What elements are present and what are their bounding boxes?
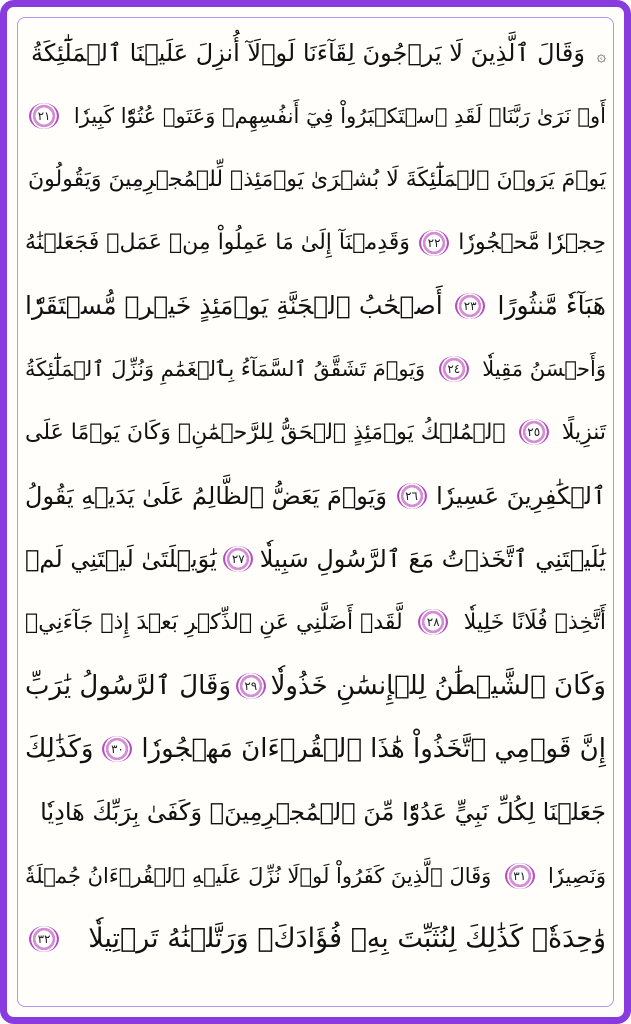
text-line-7 [25, 401, 606, 464]
line-text: أَصۡحَٰبُ ٱلۡجَنَّةِ يَوۡمَئِذٍ خَيۡرٞ مُّسۡتَقَرّٗا [25, 291, 443, 321]
text-line-15 [25, 907, 606, 970]
line-text: وَأَحۡسَنُ مَقِيلٗا [482, 357, 606, 382]
verse-end-marker-icon: ٣٠ [102, 736, 132, 762]
line-text: هَبَآءٗ مَّنثُورًا [497, 291, 606, 321]
line-text: يَٰوَيۡلَتَىٰ لَيۡتَنِي لَمۡ [25, 545, 217, 574]
line-text: يَٰلَيۡتَنِي ٱتَّخَذۡتُ مَعَ ٱلرَّسُولِ سَبِيلٗا [259, 545, 606, 574]
verse-end-marker-icon: ٢٥ [519, 419, 549, 445]
verse-end-marker-icon: ٣١ [505, 863, 535, 889]
text-line-2 [25, 84, 606, 147]
line-text: حِجۡرٗا مَّحۡجُورٗا [458, 230, 606, 256]
verse-end-marker-icon: ٢٦ [397, 483, 427, 509]
line-text: ٱلۡمُلۡكُ يَوۡمَئِذٍ ٱلۡحَقُّ لِلرَّحۡمَٰنِۚ وَكَانَ يَوۡمًا عَلَى [25, 419, 506, 445]
line-text: إِنَّ قَوۡمِي ٱتَّخَذُواْ هَٰذَا ٱلۡقُرۡءَانَ مَهۡجُورٗا [141, 733, 606, 764]
line-text: وَقَالَ ٱلَّذِينَ لَا يَرۡجُونَ لِقَآءَنَا لَوۡلَآ أُنزِلَ عَلَيۡنَا ٱلۡمَلَٰٓئِكَةُ [31, 38, 585, 67]
text-line-1 [25, 21, 606, 84]
quran-text-block [25, 21, 606, 970]
verse-end-marker-icon: ٣٢ [29, 926, 59, 952]
line-text: وَكَذَٰلِكَ [25, 733, 94, 764]
text-line-4 [25, 211, 606, 274]
line-text: وَيَوۡمَ تَشَقَّقُ ٱلسَّمَآءُ بِٱلۡغَمَٰمِ وَنُزِّلَ ٱلۡمَلَٰٓئِكَةُ [25, 357, 426, 382]
text-line-8 [25, 464, 606, 527]
text-line-3 [25, 148, 606, 211]
line-text: لَّقَدۡ أَضَلَّنِي عَنِ ٱلذِّكۡرِ بَعۡدَ إِذۡ جَآءَنِيۗ [25, 609, 403, 635]
verse-end-marker-icon: ٢٤ [439, 356, 469, 382]
text-line-10 [25, 591, 606, 654]
hizb-marker-icon: ۞ [596, 45, 606, 65]
line-text: يَوۡمَ يَرَوۡنَ ٱلۡمَلَٰٓئِكَةَ لَا بُشۡرَىٰ يَوۡمَئِذٖ لِّلۡمُجۡرِمِينَ وَيَقُولُونَ [27, 166, 606, 192]
verse-end-marker-icon: ٢٨ [418, 609, 448, 635]
text-line-13 [25, 781, 606, 844]
line-text: تَنزِيلًا [561, 419, 606, 445]
line-text: ٱلۡكَٰفِرِينَ عَسِيرٗا [436, 481, 606, 510]
line-text: وَقَدِمۡنَآ إِلَىٰ مَا عَمِلُواْ مِنۡ عَمَلٖ فَجَعَلۡنَٰهُ [25, 230, 410, 256]
line-text: وَٰحِدَةٗۚ كَذَٰلِكَ لِنُثَبِّتَ بِهِۦ فُؤَادَكَۖ وَرَتَّلۡنَٰهُ تَرۡتِيلٗا [88, 923, 606, 955]
line-text: وَكَانَ ٱلشَّيۡطَٰنُ لِلۡإِنسَٰنِ خَذُولٗا [270, 670, 606, 701]
line-text: أَتَّخِذۡ فُلَانًا خَلِيلٗا [463, 609, 606, 635]
text-line-12 [25, 717, 606, 780]
line-text: جَعَلۡنَا لِكُلِّ نَبِيٍّ عَدُوّٗا مِّنَ ٱلۡمُجۡرِمِينَۗ وَكَفَىٰ بِرَبِّكَ هَادِيٗا [40, 798, 606, 827]
line-text: وَنَصِيرٗا [548, 863, 606, 888]
verse-end-marker-icon: ٢٧ [223, 546, 253, 572]
text-line-14 [25, 844, 606, 907]
verse-end-marker-icon: ٢٣ [455, 293, 485, 319]
line-text: وَيَوۡمَ يَعَضُّ ٱلظَّالِمُ عَلَىٰ يَدَيۡهِ يَقُولُ [25, 481, 387, 510]
line-text: أَوۡ نَرَىٰ رَبَّنَاۗ لَقَدِ ٱسۡتَكۡبَرُواْ فِيٓ أَنفُسِهِمۡ وَعَتَوۡ عُتُوّٗا كَبِيرٗا [73, 103, 606, 128]
text-line-5 [25, 274, 606, 337]
line-text: وَقَالَ ٱلرَّسُولُ يَٰرَبِّ [25, 670, 232, 701]
text-line-9 [25, 527, 606, 590]
text-line-11 [25, 654, 606, 717]
verse-end-marker-icon: ٢٩ [236, 673, 266, 699]
verse-end-marker-icon: ٢١ [29, 103, 59, 129]
text-line-6 [25, 337, 606, 400]
line-text: وَقَالَ ٱلَّذِينَ كَفَرُواْ لَوۡلَا نُزِّلَ عَلَيۡهِ ٱلۡقُرۡءَانُ جُمۡلَةٗ [25, 863, 492, 888]
verse-end-marker-icon: ٢٢ [419, 230, 449, 256]
